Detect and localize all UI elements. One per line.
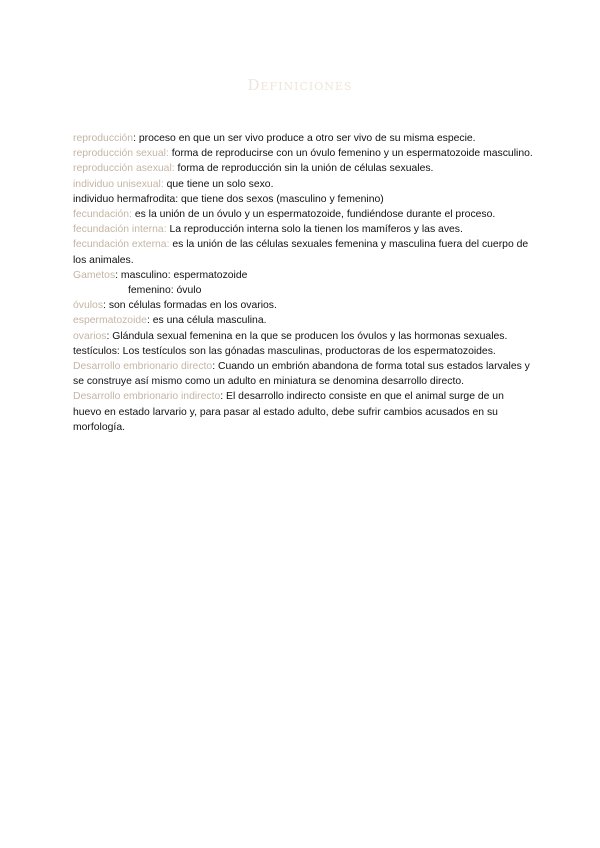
definition-text: es la unión de un óvulo y un espermatozoide, fundiéndose durante el proceso. bbox=[131, 209, 496, 221]
definition-text: Glándula sexual femenina en la que se producen los óvulos y las hormonas sexuales. bbox=[109, 330, 508, 342]
term: testículos bbox=[73, 345, 117, 357]
definition-text: forma de reproducción sin la unión de células sexuales. bbox=[174, 163, 434, 175]
definition-text: Cuando un embrión abandona de forma total sus estados larvales y se construye así mismo como un adulto en miniatura se denomina desarrollo directo. bbox=[73, 361, 530, 388]
definition-espermatozoide: espermatozoide: es una célula masculina. bbox=[73, 315, 267, 327]
term: espermatozoide bbox=[73, 315, 147, 327]
definition-ovulos: óvulos: son células formadas en los ovarios. bbox=[73, 300, 277, 312]
term: Gametos bbox=[73, 269, 116, 281]
term: reproducción asexual bbox=[73, 163, 172, 175]
definition-text: que tiene un solo sexo. bbox=[163, 178, 274, 190]
term: reproducción sexual bbox=[73, 148, 166, 160]
page-title: Definiciones bbox=[247, 76, 353, 94]
definition-fecundacion: fecundación: es la unión de un óvulo y un espermatozoide, fundiéndose durante el proceso. bbox=[73, 209, 496, 221]
term: individuo hermafrodita bbox=[73, 193, 176, 205]
definition-text: son células formadas en los ovarios. bbox=[105, 300, 277, 312]
definitions-list bbox=[73, 131, 535, 435]
definition-text: es una célula masculina. bbox=[149, 315, 267, 327]
term: fecundación interna bbox=[73, 224, 164, 236]
term: ovarios bbox=[73, 330, 107, 342]
definition-text: proceso en que un ser vivo produce a otro ser vivo de su misma especie. bbox=[135, 133, 476, 144]
definition-reproduccion-sexual: reproducción sexual: forma de reproducirse con un óvulo femenino y un espermatozoide masculino. bbox=[73, 148, 533, 160]
term: reproducción bbox=[73, 133, 134, 144]
definition-testiculos: testículos: Los testículos son las gónadas masculinas, productoras de los espermatozoides. bbox=[73, 345, 496, 357]
definition-gametos: Gametos: masculino: espermatozoide bbox=[73, 269, 248, 281]
term: fecundación bbox=[73, 209, 130, 221]
definition-text: femenino: óvulo bbox=[128, 285, 202, 297]
term: Desarrollo embrionario indirecto bbox=[73, 391, 221, 403]
definition-gametos-femenino bbox=[73, 283, 535, 298]
definition-text: masculino: espermatozoide bbox=[118, 269, 248, 281]
definition-text: La reproducción interna solo la tienen los mamíferos y las aves. bbox=[166, 224, 463, 236]
definition-desarrollo-indirecto: Desarrollo embrionario indirecto: El desarrollo indirecto consiste en que el animal surge de un huevo en estado larvario y, para pasar al estado adulto, debe sufrir cambios acusados en su morfología. bbox=[73, 391, 504, 433]
definition-individuo-hermafrodita: individuo hermafrodita: que tiene dos sexos (masculino y femenino) bbox=[73, 193, 384, 205]
definition-text: que tiene dos sexos (masculino y femenino) bbox=[178, 193, 384, 205]
definition-text: Los testículos son las gónadas masculinas, productoras de los espermatozoides. bbox=[119, 345, 496, 357]
definition-text: es la unión de las células sexuales femenina y masculina fuera del cuerpo de los animales. bbox=[73, 239, 529, 266]
definition-reproduccion-asexual: reproducción asexual: forma de reproducción sin la unión de células sexuales. bbox=[73, 163, 434, 175]
term: Desarrollo embrionario directo bbox=[73, 361, 213, 373]
term: óvulos bbox=[73, 300, 104, 312]
definition-reproduccion: reproducción: proceso en que un ser vivo produce a otro ser vivo de su misma especie. bbox=[73, 133, 476, 144]
term: individuo unisexual bbox=[73, 178, 161, 190]
definition-text: forma de reproducirse con un óvulo femenino y un espermatozoide masculino. bbox=[168, 148, 533, 160]
definition-fecundacion-externa: fecundación externa: es la unión de las células sexuales femenina y masculina fuera del cuerpo de los animales. bbox=[73, 239, 529, 266]
term: fecundación externa bbox=[73, 239, 167, 251]
definition-desarrollo-directo: Desarrollo embrionario directo: Cuando un embrión abandona de forma total sus estados larvales y se construye así mismo como un adulto en miniatura se denomina desarrollo directo. bbox=[73, 361, 530, 388]
definition-text: El desarrollo indirecto consiste en que el animal surge de un huevo en estado larvario y, para pasar al estado adulto, debe sufrir cambios acusados en su morfología. bbox=[73, 391, 504, 433]
definition-ovarios: ovarios: Glándula sexual femenina en la que se producen los óvulos y las hormonas sexuales. bbox=[73, 330, 508, 342]
definition-individuo-unisexual: individuo unisexual: que tiene un solo sexo. bbox=[73, 178, 274, 190]
definition-fecundacion-interna: fecundación interna: La reproducción interna solo la tienen los mamíferos y las aves. bbox=[73, 224, 463, 236]
